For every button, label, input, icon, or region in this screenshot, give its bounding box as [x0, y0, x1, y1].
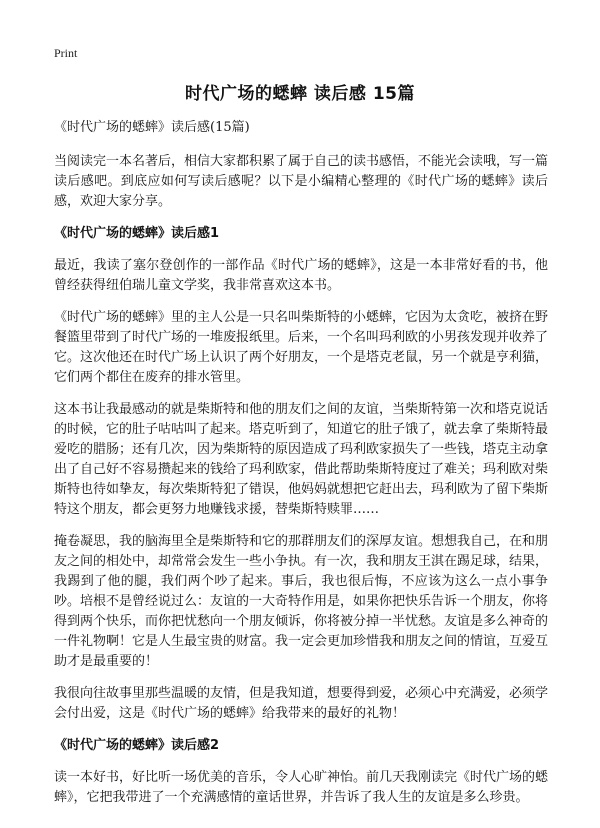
section-paragraph: 读一本好书，好比听一场优美的音乐，令人心旷神怡。前几天我刚读完《时代广场的蟋蟀》，它把我带进了一个充满感情的童话世界，并告诉了我人生的友谊是多么珍贵。 — [54, 770, 549, 805]
section-paragraph: 最近，我读了塞尔登创作的一部作品《时代广场的蟋蟀》，这是一本非常好看的书，他曾经获得纽伯瑞儿童文学奖，我非常喜欢这本书。 — [54, 258, 548, 293]
section-paragraph: 这本书让我最感动的就是柴斯特和他的朋友们之间的友谊，当柴斯特第一次和塔克说话的时候，它的肚子咕咕叫了起来。塔克听到了，知道它的肚子饿了，就去拿了柴斯特最爱吃的腊肠；还有几次，因为柴斯特的原因造成了玛利欧家损失了一些钱，塔克主动拿出了自己好不容易攒起来的钱给了玛利欧家，借此帮助柴斯特度过了难关；玛利欧对柴斯特也待如挚友，每次柴斯特犯了错误，他妈妈就想把它赶出去，玛利欧为了留下柴斯特这个朋友，都会更努力地赚钱求援，替柴斯特赎罪…… — [54, 402, 549, 517]
section-heading: 《时代广场的蟋蟀》读后感2 — [54, 738, 220, 753]
section-paragraph: 《时代广场的蟋蟀》里的主人公是一只名叫柴斯特的小蟋蟀，它因为太贪吃，被挤在野餐篮里带到了时代广场的一堆废报纸里。后来，一个名叫玛利欧的小男孩发现并收养了它。这次他还在时代广场上认识了两个好朋友，一个是塔克老鼠，另一个就是亨利猫，它们两个都住在废弃的排水管里。 — [54, 310, 549, 385]
article-body — [54, 118, 548, 820]
intro-paragraph: 当阅读完一本名著后，相信大家都积累了属于自己的读书感悟，不能光会读哦，写一篇读后感吧。到底应如何写读后感呢？以下是小编精心整理的《时代广场的蟋蟀》读后感，欢迎大家分享。 — [54, 154, 549, 209]
print-link[interactable]: Print — [54, 46, 78, 60]
section-paragraph: 掩卷凝思，我的脑海里全是柴斯特和它的那群朋友们的深厚友谊。想想我自己，在和朋友之间的相处中，却常常会发生一些小争执。有一次，我和朋友王淇在踢足球，结果，我踢到了他的腿，我们两个吵了起来。事后，我也很后悔，不应该为这么一点小事争吵。培根不是曾经说过么：友谊的一大奇特作用是，如果你把快乐告诉一个朋友，你将得到两个快乐，而你把忧愁向一个朋友倾诉，你将被分掉一半忧愁。友谊是多么神奇的一件礼物啊！它是人生最宝贵的财富。我一定会更加珍惜我和朋友之间的情谊，互爱互助才是最重要的！ — [54, 534, 549, 669]
article-subtitle: 《时代广场的蟋蟀》读后感(15篇) — [54, 120, 250, 135]
page-title: 时代广场的蟋蟀 读后感 15篇 — [185, 84, 415, 104]
section-paragraph: 我很向往故事里那些温暖的友情，但是我知道，想要得到爱，必须心中充满爱，必须学会付出爱，这是《时代广场的蟋蟀》给我带来的最好的礼物！ — [54, 686, 549, 721]
section-heading: 《时代广场的蟋蟀》读后感1 — [54, 226, 220, 241]
